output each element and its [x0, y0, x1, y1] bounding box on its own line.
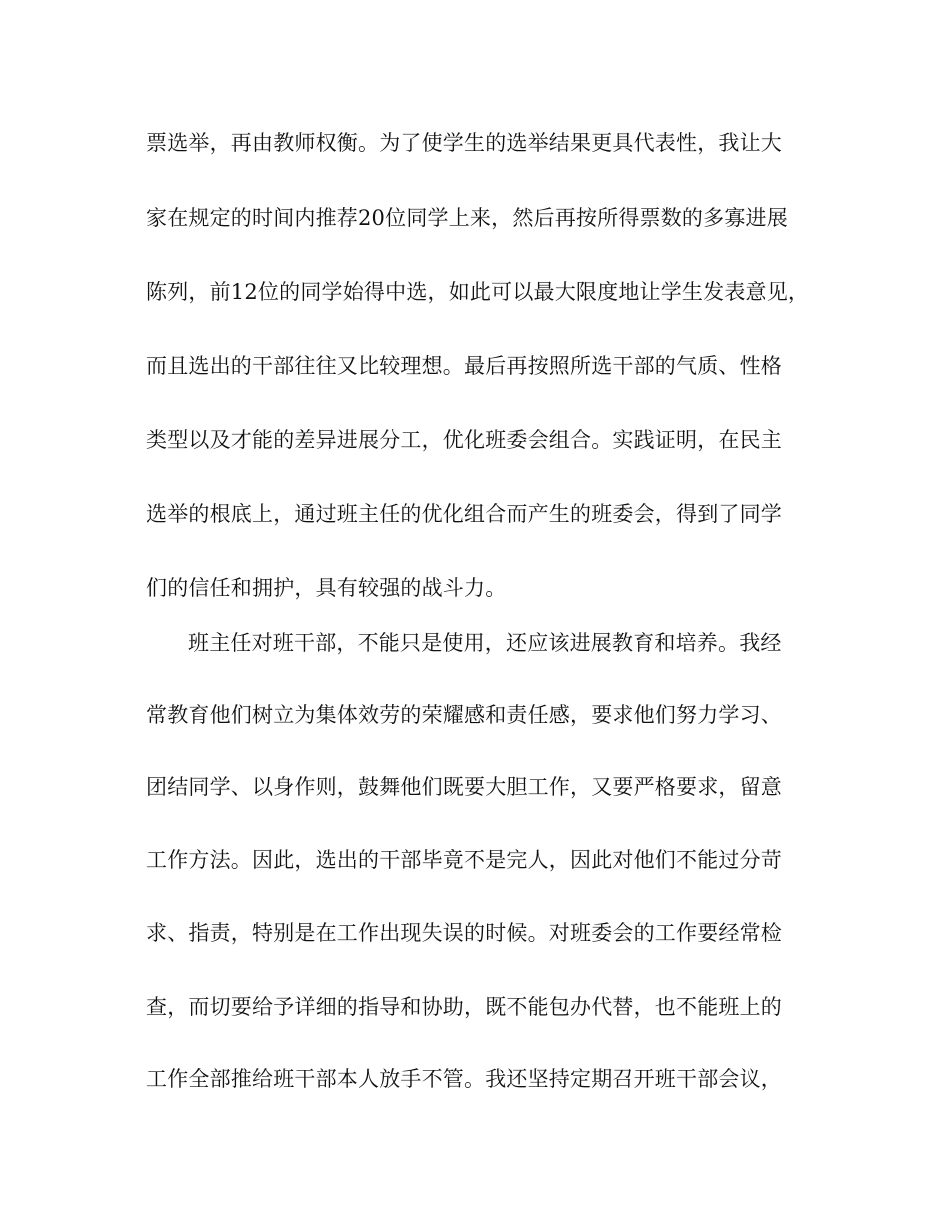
paragraph-first-line: 班主任对班干部，不能只是使用，还应该进展教育和培养。我经: [188, 631, 782, 655]
text-line: 们的信任和拥护，具有较强的战斗力。: [146, 576, 507, 600]
text-line: 票选举，再由教师权衡。为了使学生的选举结果更具代表性，我让大: [146, 131, 782, 155]
text-line: 常教育他们树立为集体效劳的荣耀感和责任感，要求他们努力学习、: [146, 703, 782, 727]
text-line: 工作方法。因此，选出的干部毕竟不是完人，因此对他们不能过分苛: [146, 848, 782, 872]
text-line: 求、指责，特别是在工作出现失误的时候。对班委会的工作要经常检: [146, 921, 782, 945]
text-line: 陈列，前12位的同学始得中选，如此可以最大限度地让学生发表意见，: [146, 280, 810, 304]
text-line: 选举的根底上，通过班主任的优化组合而产生的班委会，得到了同学: [146, 502, 782, 526]
text-line: 团结同学、以身作则，鼓舞他们既要大胆工作，又要严格要求，留意: [146, 775, 782, 799]
text-line: 查，而切要给予详细的指导和协助，既不能包办代替，也不能班上的: [146, 995, 782, 1019]
text-line: 工作全部推给班干部本人放手不管。我还坚持定期召开班干部会议，: [146, 1067, 782, 1091]
text-line: 家在规定的时间内推荐20位同学上来，然后再按所得票数的多寡进展: [146, 206, 788, 230]
text-line: 而且选出的干部往往又比较理想。最后再按照所选干部的气质、性格: [146, 354, 782, 378]
text-line: 类型以及才能的差异进展分工，优化班委会组合。实践证明，在民主: [146, 428, 782, 452]
